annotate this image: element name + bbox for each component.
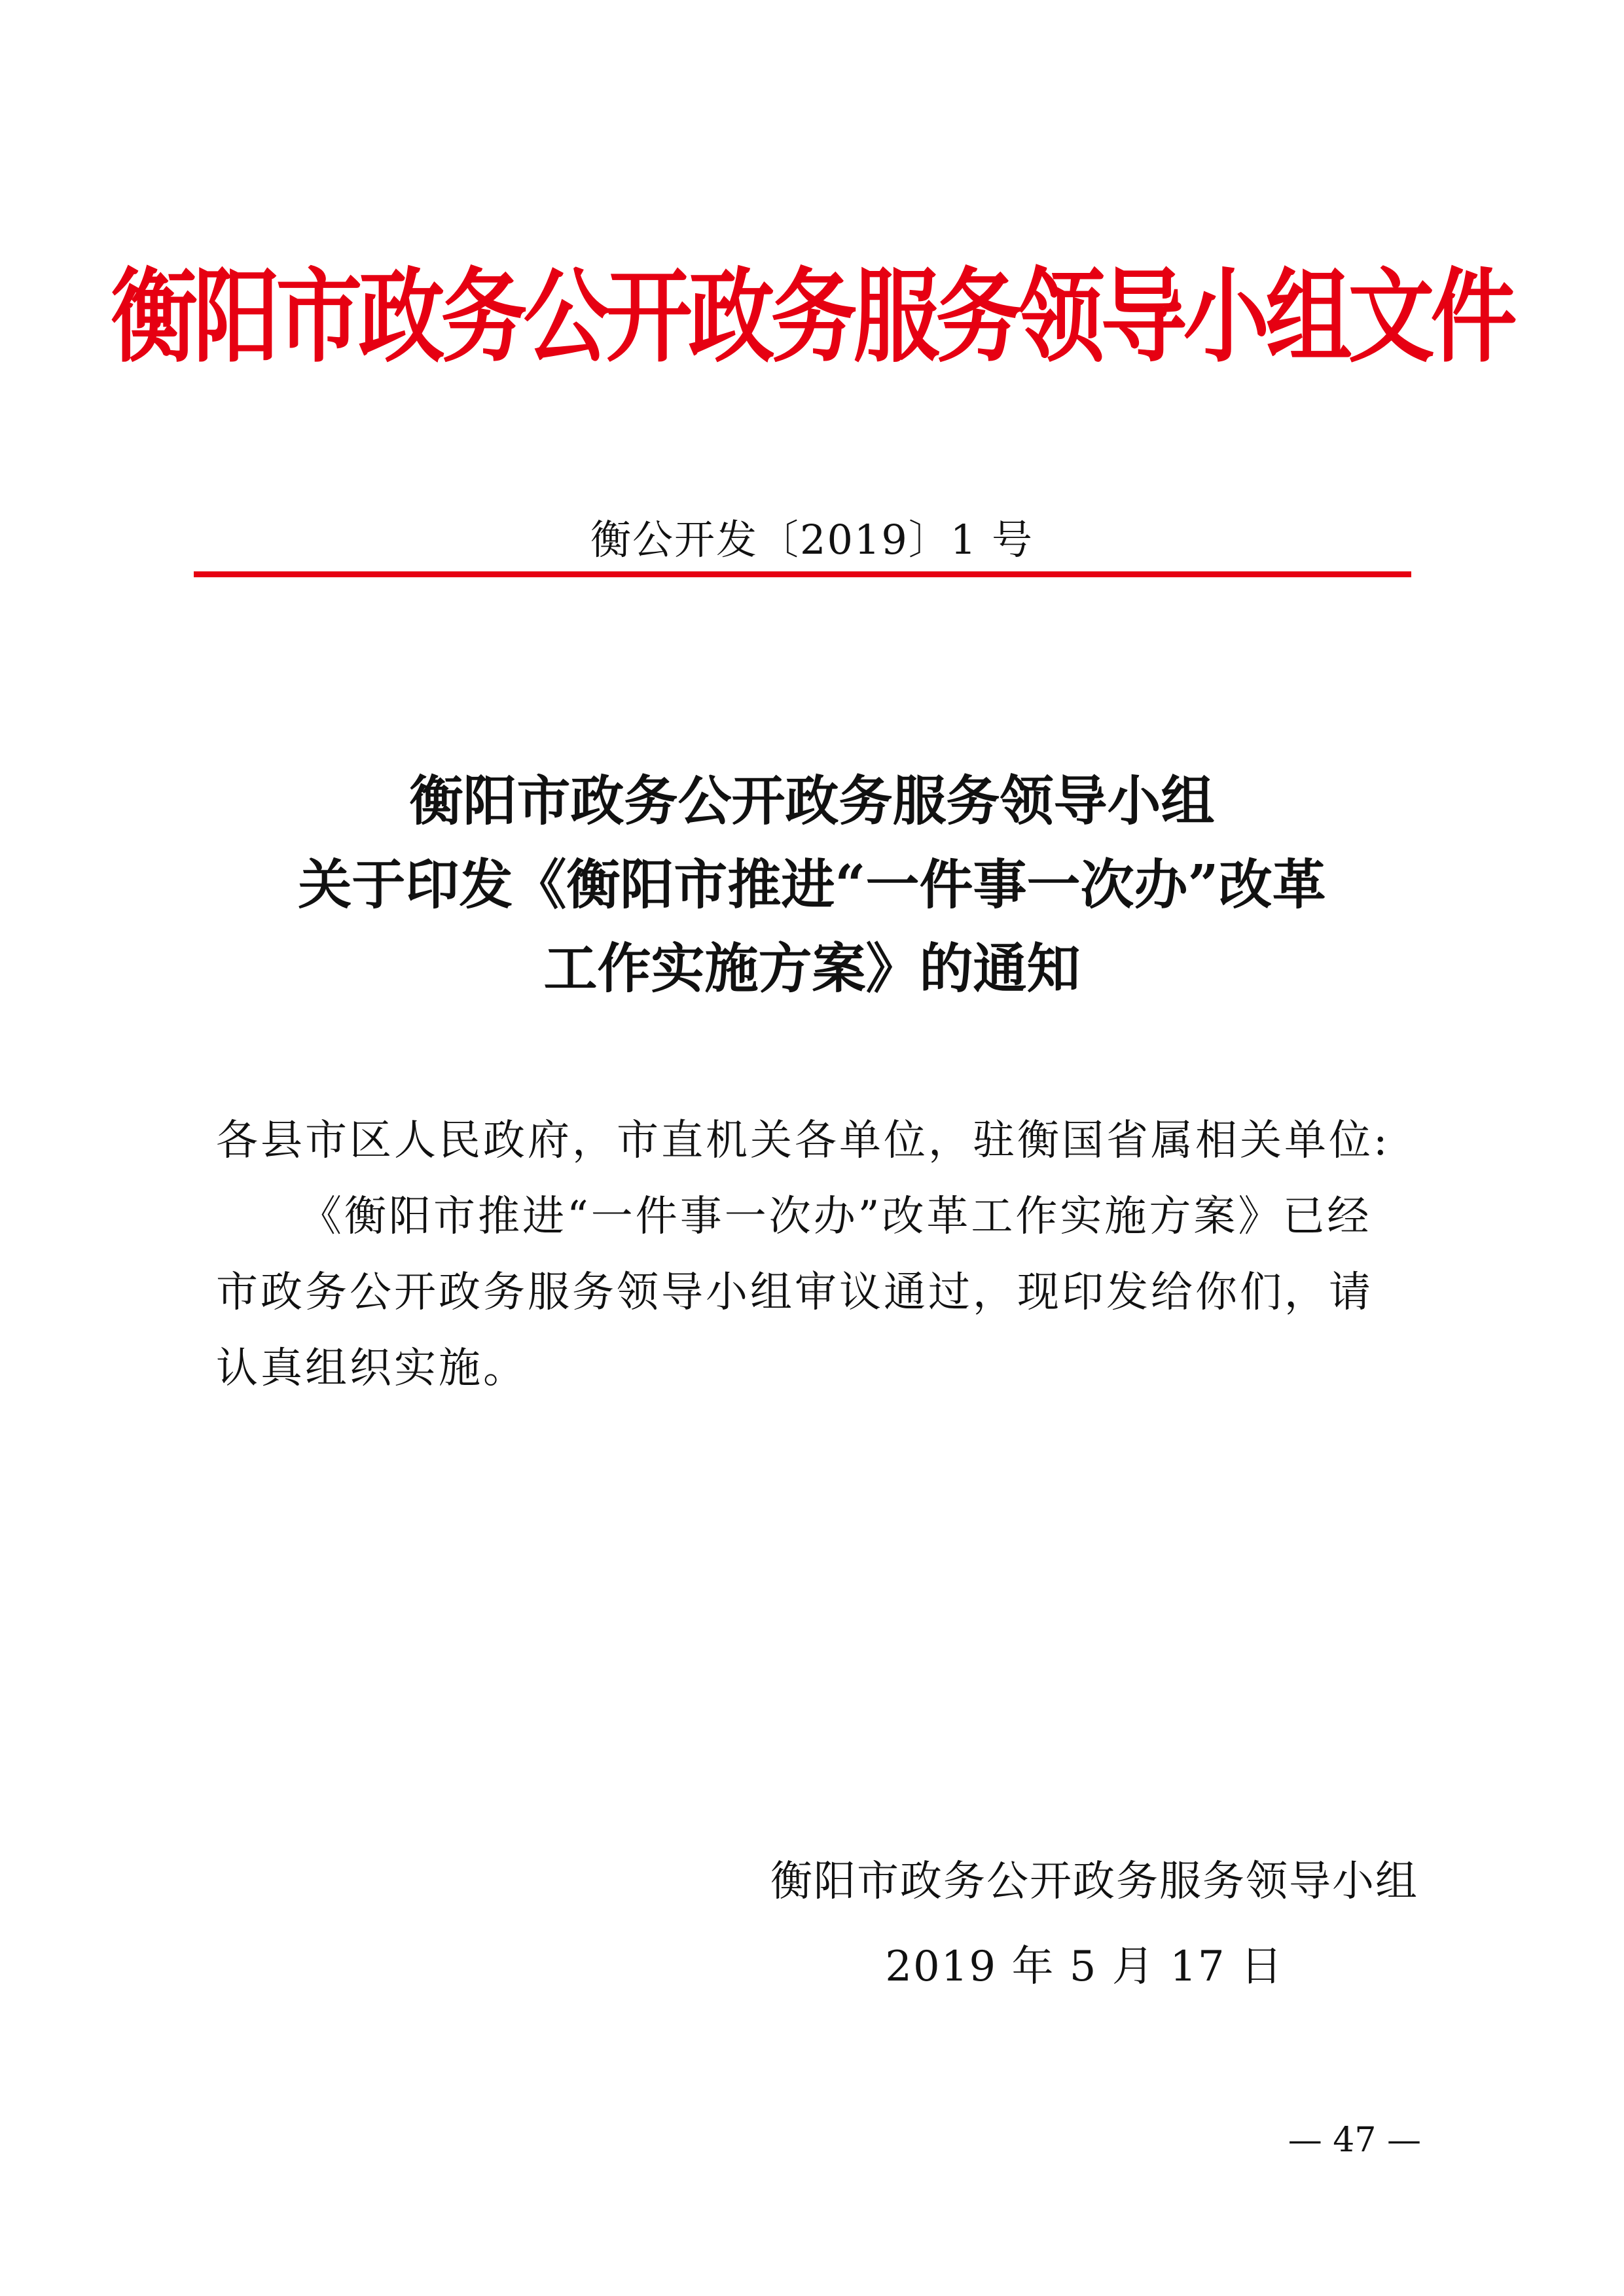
notice-title-line-1: 衡阳市政务公开政务服务领导小组 <box>409 770 1215 833</box>
document-masthead: 衡阳市政务公开政务服务领导小组文件 <box>111 257 1513 377</box>
notice-body <box>216 1103 1414 1407</box>
document-number: 衡公开发〔2019〕1 号 <box>590 516 1034 564</box>
signature-date: 2019 年 5 月 17 日 <box>885 1943 1284 1991</box>
body-paragraph: 《衡阳市推进“一件事一次办”改革工作实施方案》已经市政务公开政务服务领导小组审议通过，现印发给你们，请认真组织实施。 <box>216 1193 1373 1393</box>
salutation: 各县市区人民政府，市直机关各单位，驻衡国省属相关单位: <box>216 1117 1390 1165</box>
signature-organization: 衡阳市政务公开政务服务领导小组 <box>770 1857 1418 1906</box>
notice-title-line-2: 关于印发《衡阳市推进“一件事一次办”改革 <box>298 853 1326 916</box>
notice-title-line-3: 工作实施方案》的通知 <box>543 937 1081 1000</box>
red-separator-rule <box>194 571 1411 577</box>
page-number: — 47 — <box>1288 2121 1421 2160</box>
notice-title <box>0 759 1624 1011</box>
